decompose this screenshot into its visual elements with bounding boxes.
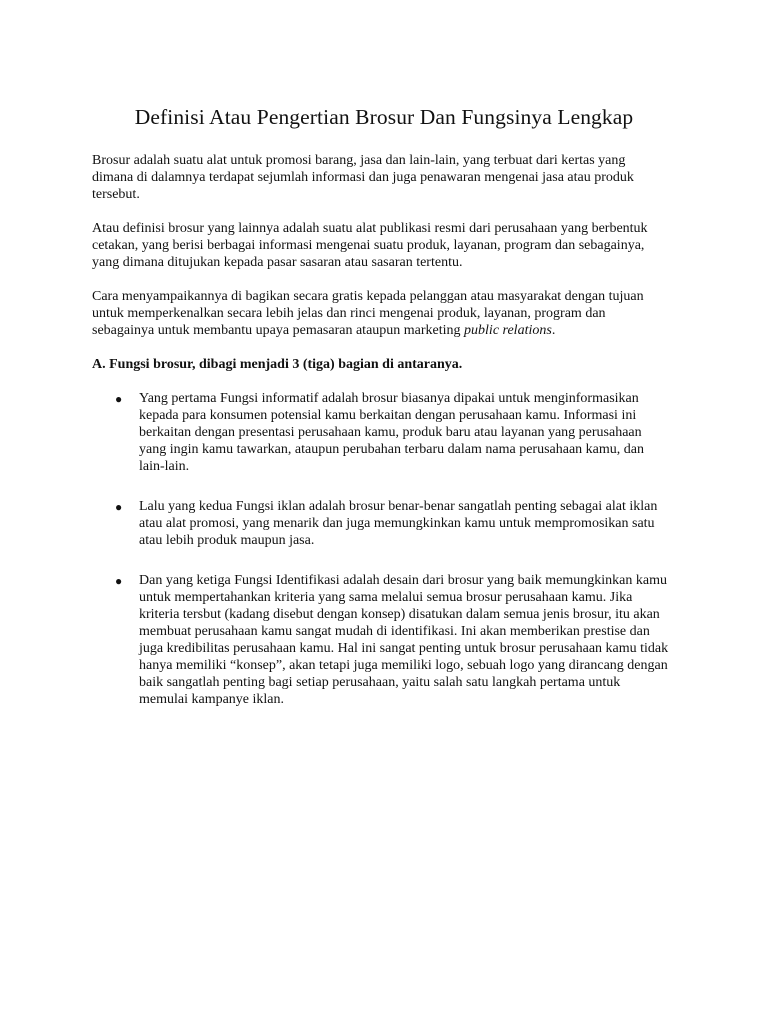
list-item	[92, 390, 676, 475]
list-item	[92, 572, 676, 708]
document-title: Definisi Atau Pengertian Brosur Dan Fungsinya Lengkap	[134, 105, 634, 129]
section-heading-functions: A. Fungsi brosur, dibagi menjadi 3 (tiga) bagian di antaranya.	[92, 357, 463, 372]
bullet-icon: ●	[115, 392, 123, 406]
paragraph-definition: Brosur adalah suatu alat untuk promosi barang, jasa dan lain-lain, yang terbuat dari kertas yang dimana di dalamnya terdapat sejumlah informasi dan juga penawaran mengenai jasa atau produk tersebut.	[92, 153, 634, 202]
list-item-text: Lalu yang kedua Fungsi iklan adalah brosur benar-benar sangatlah penting sebagai alat iklan atau alat promosi, yang menarik dan juga memungkinkan kamu untuk mempromosikan satu atau lebih produk maupun jasa.	[139, 499, 658, 548]
paragraph-distribution-text: Cara menyampaikannya di bagikan secara gratis kepada pelanggan atau masyarakat dengan tujuan untuk memperkenalkan secara lebih jelas dan rinci mengenai produk, layanan, program dan sebagainya untuk membantu upaya pemasaran ataupun marketing	[92, 289, 644, 338]
functions-bullet-list	[92, 390, 676, 708]
list-item	[92, 498, 676, 549]
bullet-icon: ●	[115, 574, 123, 588]
bullet-icon: ●	[115, 500, 123, 514]
list-item-text: Dan yang ketiga Fungsi Identifikasi adalah desain dari brosur yang baik memungkinkan kamu untuk mempertahankan kriteria yang sama melalui semua brosur perusahaan kamu. Jika kriteria tersbut (kadang disebut dengan konsep) disatukan dalam semua jenis brosur, itu akan membuat perusahaan kamu sangat mudah di identifikasi. Ini akan memberikan prestise dan juga kredibilitas perusahaan kamu. Hal ini sangat penting untuk brosur perusahaan kamu tidak hanya memiliki “konsep”, akan tetapi juga memiliki logo, sebuah logo yang dirancang dengan baik sangatlah penting bagi setiap perusahaan, yaitu salah satu langkah pertama untuk memulai kampanye iklan.	[139, 573, 669, 707]
paragraph-distribution	[92, 288, 676, 339]
paragraph-distribution-end: .	[551, 323, 556, 338]
paragraph-alternative-definition: Atau definisi brosur yang lainnya adalah suatu alat publikasi resmi dari perusahaan yang berbentuk cetakan, yang berisi berbagai informasi mengenai suatu produk, layanan, program dan sebagainya, yang dimana ditujukan kepada pasar sasaran atau sasaran tertentu.	[92, 221, 648, 270]
paragraph-distribution-italic: public relations	[464, 323, 552, 338]
list-item-text: Yang pertama Fungsi informatif adalah brosur biasanya dipakai untuk menginformasikan kepada para konsumen potensial kamu berkaitan dengan perusahaan kamu. Informasi ini berkaitan dengan presentasi perusahaan kamu, produk baru atau layanan yang perusahaan yang ingin kamu tawarkan, ataupun perubahan terbaru dalam nama perusahaan kamu, dan lain-lain.	[139, 391, 644, 474]
